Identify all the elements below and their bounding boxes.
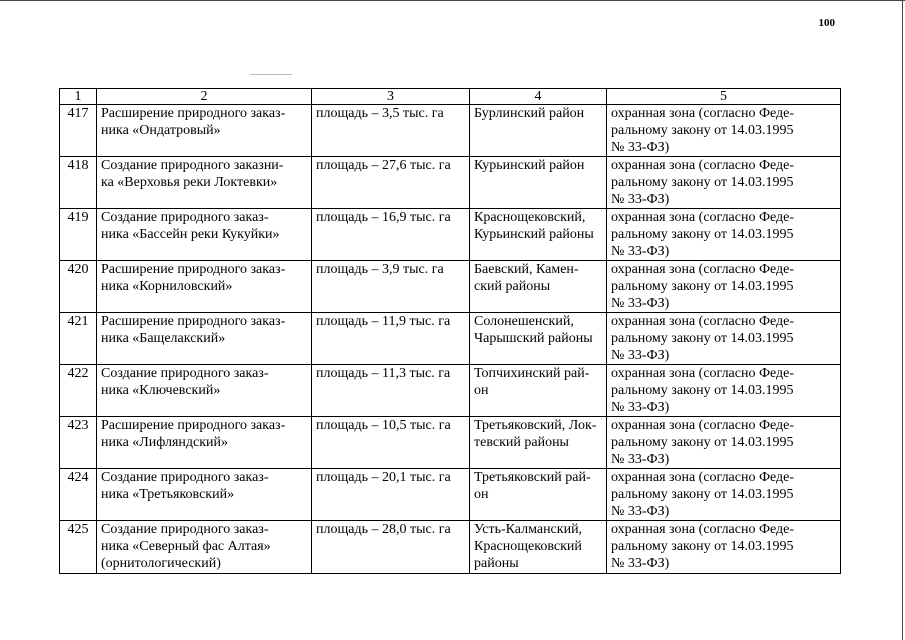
- table-header-row: [60, 89, 841, 105]
- status-cell: [607, 157, 841, 209]
- status-line: ральному закону от 14.03.1995: [611, 383, 794, 398]
- table-row: [60, 365, 841, 417]
- status-cell: [607, 469, 841, 521]
- reserve-name-line: ника «Лифляндский»: [101, 435, 229, 450]
- status-line: № 33-ФЗ): [611, 244, 670, 259]
- row-number: 417: [60, 105, 97, 157]
- reserve-name-cell: [97, 209, 312, 261]
- district-line: Чарышский районы: [474, 331, 593, 346]
- area-line: площадь – 3,5 тыс. га: [316, 106, 444, 121]
- reserve-name-cell: [97, 105, 312, 157]
- area-line: площадь – 11,3 тыс. га: [316, 366, 451, 381]
- table-row: [60, 521, 841, 574]
- header-col-3: 3: [312, 89, 470, 105]
- reserve-name-cell: [97, 417, 312, 469]
- table-body: [60, 105, 841, 574]
- reserve-name-line: ника «Ондатровый»: [101, 123, 221, 138]
- district-cell: [470, 209, 607, 261]
- district-line: Курьинский район: [474, 158, 585, 173]
- table-row: [60, 105, 841, 157]
- status-line: охранная зона (согласно Феде-: [611, 522, 795, 537]
- status-line: охранная зона (согласно Феде-: [611, 210, 795, 225]
- reserve-name-line: ника «Бассейн реки Кукуйки»: [101, 227, 280, 242]
- status-line: ральному закону от 14.03.1995: [611, 539, 794, 554]
- district-line: Краснощековский: [474, 539, 582, 554]
- status-line: охранная зона (согласно Феде-: [611, 106, 795, 121]
- status-line: ральному закону от 14.03.1995: [611, 435, 794, 450]
- row-number: 421: [60, 313, 97, 365]
- area-line: площадь – 10,5 тыс. га: [316, 418, 451, 433]
- header-col-5: 5: [607, 89, 841, 105]
- district-cell: [470, 261, 607, 313]
- status-line: ральному закону от 14.03.1995: [611, 175, 794, 190]
- district-cell: [470, 105, 607, 157]
- district-cell: [470, 417, 607, 469]
- status-line: № 33-ФЗ): [611, 452, 670, 467]
- area-cell: [312, 365, 470, 417]
- row-number: 423: [60, 417, 97, 469]
- row-number: 425: [60, 521, 97, 574]
- district-line: тевский районы: [474, 435, 569, 450]
- status-line: ральному закону от 14.03.1995: [611, 227, 794, 242]
- district-line: Солонешенский,: [474, 314, 574, 329]
- status-line: № 33-ФЗ): [611, 296, 670, 311]
- area-cell: [312, 521, 470, 574]
- reserve-name-line: Создание природного заказ-: [101, 366, 269, 381]
- area-cell: [312, 313, 470, 365]
- status-cell: [607, 365, 841, 417]
- district-line: он: [474, 487, 489, 502]
- district-line: ский районы: [474, 279, 551, 294]
- district-line: Третьяковский, Лок-: [474, 418, 597, 433]
- district-cell: [470, 313, 607, 365]
- row-number: 420: [60, 261, 97, 313]
- reserve-name-line: Расширение природного заказ-: [101, 314, 286, 329]
- area-line: площадь – 28,0 тыс. га: [316, 522, 451, 537]
- district-line: Усть-Калманский,: [474, 522, 583, 537]
- reserve-name-line: Создание природного заказни-: [101, 158, 284, 173]
- area-cell: [312, 157, 470, 209]
- district-cell: [470, 157, 607, 209]
- district-line: Бурлинский район: [474, 106, 585, 121]
- reserve-name-line: ника «Бащелакский»: [101, 331, 226, 346]
- reserve-name-line: Расширение природного заказ-: [101, 106, 286, 121]
- reserve-name-line: Создание природного заказ-: [101, 210, 269, 225]
- page-edge-right: [902, 0, 903, 640]
- row-number: 424: [60, 469, 97, 521]
- area-line: площадь – 16,9 тыс. га: [316, 210, 451, 225]
- status-line: охранная зона (согласно Феде-: [611, 366, 795, 381]
- status-line: ральному закону от 14.03.1995: [611, 331, 794, 346]
- page-edge-top: [0, 0, 905, 1]
- status-line: охранная зона (согласно Феде-: [611, 470, 795, 485]
- area-line: площадь – 20,1 тыс. га: [316, 470, 451, 485]
- reserve-name-cell: [97, 313, 312, 365]
- table-row: [60, 313, 841, 365]
- status-cell: [607, 417, 841, 469]
- district-line: Третьяковский рай-: [474, 470, 591, 485]
- table-row: [60, 261, 841, 313]
- reserve-name-line: (орнитологический): [101, 556, 221, 571]
- status-line: № 33-ФЗ): [611, 504, 670, 519]
- status-cell: [607, 105, 841, 157]
- status-line: ральному закону от 14.03.1995: [611, 279, 794, 294]
- row-number: 422: [60, 365, 97, 417]
- page-number: 100: [818, 17, 835, 29]
- status-line: охранная зона (согласно Феде-: [611, 314, 795, 329]
- district-cell: [470, 521, 607, 574]
- reserve-name-cell: [97, 469, 312, 521]
- status-line: ральному закону от 14.03.1995: [611, 123, 794, 138]
- reserve-name-cell: [97, 261, 312, 313]
- reserve-name-cell: [97, 365, 312, 417]
- reserve-name-line: ника «Ключевский»: [101, 383, 221, 398]
- reserve-name-line: Создание природного заказ-: [101, 522, 269, 537]
- area-line: площадь – 27,6 тыс. га: [316, 158, 451, 173]
- district-line: районы: [474, 556, 519, 571]
- reserve-name-line: ка «Верховья реки Локтевки»: [101, 175, 278, 190]
- reserve-name-line: ника «Северный фас Алтая»: [101, 539, 271, 554]
- row-number: 419: [60, 209, 97, 261]
- area-cell: [312, 261, 470, 313]
- table-row: [60, 417, 841, 469]
- reserve-name-line: Создание природного заказ-: [101, 470, 269, 485]
- header-col-2: 2: [97, 89, 312, 105]
- header-col-4: 4: [470, 89, 607, 105]
- protected-areas-table: [59, 88, 841, 574]
- area-cell: [312, 209, 470, 261]
- status-line: охранная зона (согласно Феде-: [611, 158, 795, 173]
- status-line: № 33-ФЗ): [611, 400, 670, 415]
- status-cell: [607, 521, 841, 574]
- status-cell: [607, 209, 841, 261]
- area-cell: [312, 105, 470, 157]
- district-cell: [470, 365, 607, 417]
- table-row: [60, 469, 841, 521]
- reserve-name-line: ника «Корниловский»: [101, 279, 233, 294]
- status-line: охранная зона (согласно Феде-: [611, 262, 795, 277]
- reserve-name-line: Расширение природного заказ-: [101, 262, 286, 277]
- reserve-name-cell: [97, 157, 312, 209]
- scan-artifact-line: [250, 74, 292, 75]
- status-line: № 33-ФЗ): [611, 140, 670, 155]
- area-cell: [312, 469, 470, 521]
- reserve-name-cell: [97, 521, 312, 574]
- district-line: он: [474, 383, 489, 398]
- district-cell: [470, 469, 607, 521]
- district-line: Краснощековский,: [474, 210, 586, 225]
- area-line: площадь – 11,9 тыс. га: [316, 314, 451, 329]
- area-cell: [312, 417, 470, 469]
- district-line: Курьинский районы: [474, 227, 594, 242]
- table-row: [60, 157, 841, 209]
- status-line: № 33-ФЗ): [611, 556, 670, 571]
- reserve-name-line: ника «Третьяковский»: [101, 487, 235, 502]
- reserve-name-line: Расширение природного заказ-: [101, 418, 286, 433]
- row-number: 418: [60, 157, 97, 209]
- district-line: Топчихинский рай-: [474, 366, 590, 381]
- status-line: охранная зона (согласно Феде-: [611, 418, 795, 433]
- table-row: [60, 209, 841, 261]
- district-line: Баевский, Камен-: [474, 262, 579, 277]
- status-line: ральному закону от 14.03.1995: [611, 487, 794, 502]
- status-cell: [607, 313, 841, 365]
- status-line: № 33-ФЗ): [611, 348, 670, 363]
- status-cell: [607, 261, 841, 313]
- header-col-1: 1: [60, 89, 97, 105]
- area-line: площадь – 3,9 тыс. га: [316, 262, 444, 277]
- status-line: № 33-ФЗ): [611, 192, 670, 207]
